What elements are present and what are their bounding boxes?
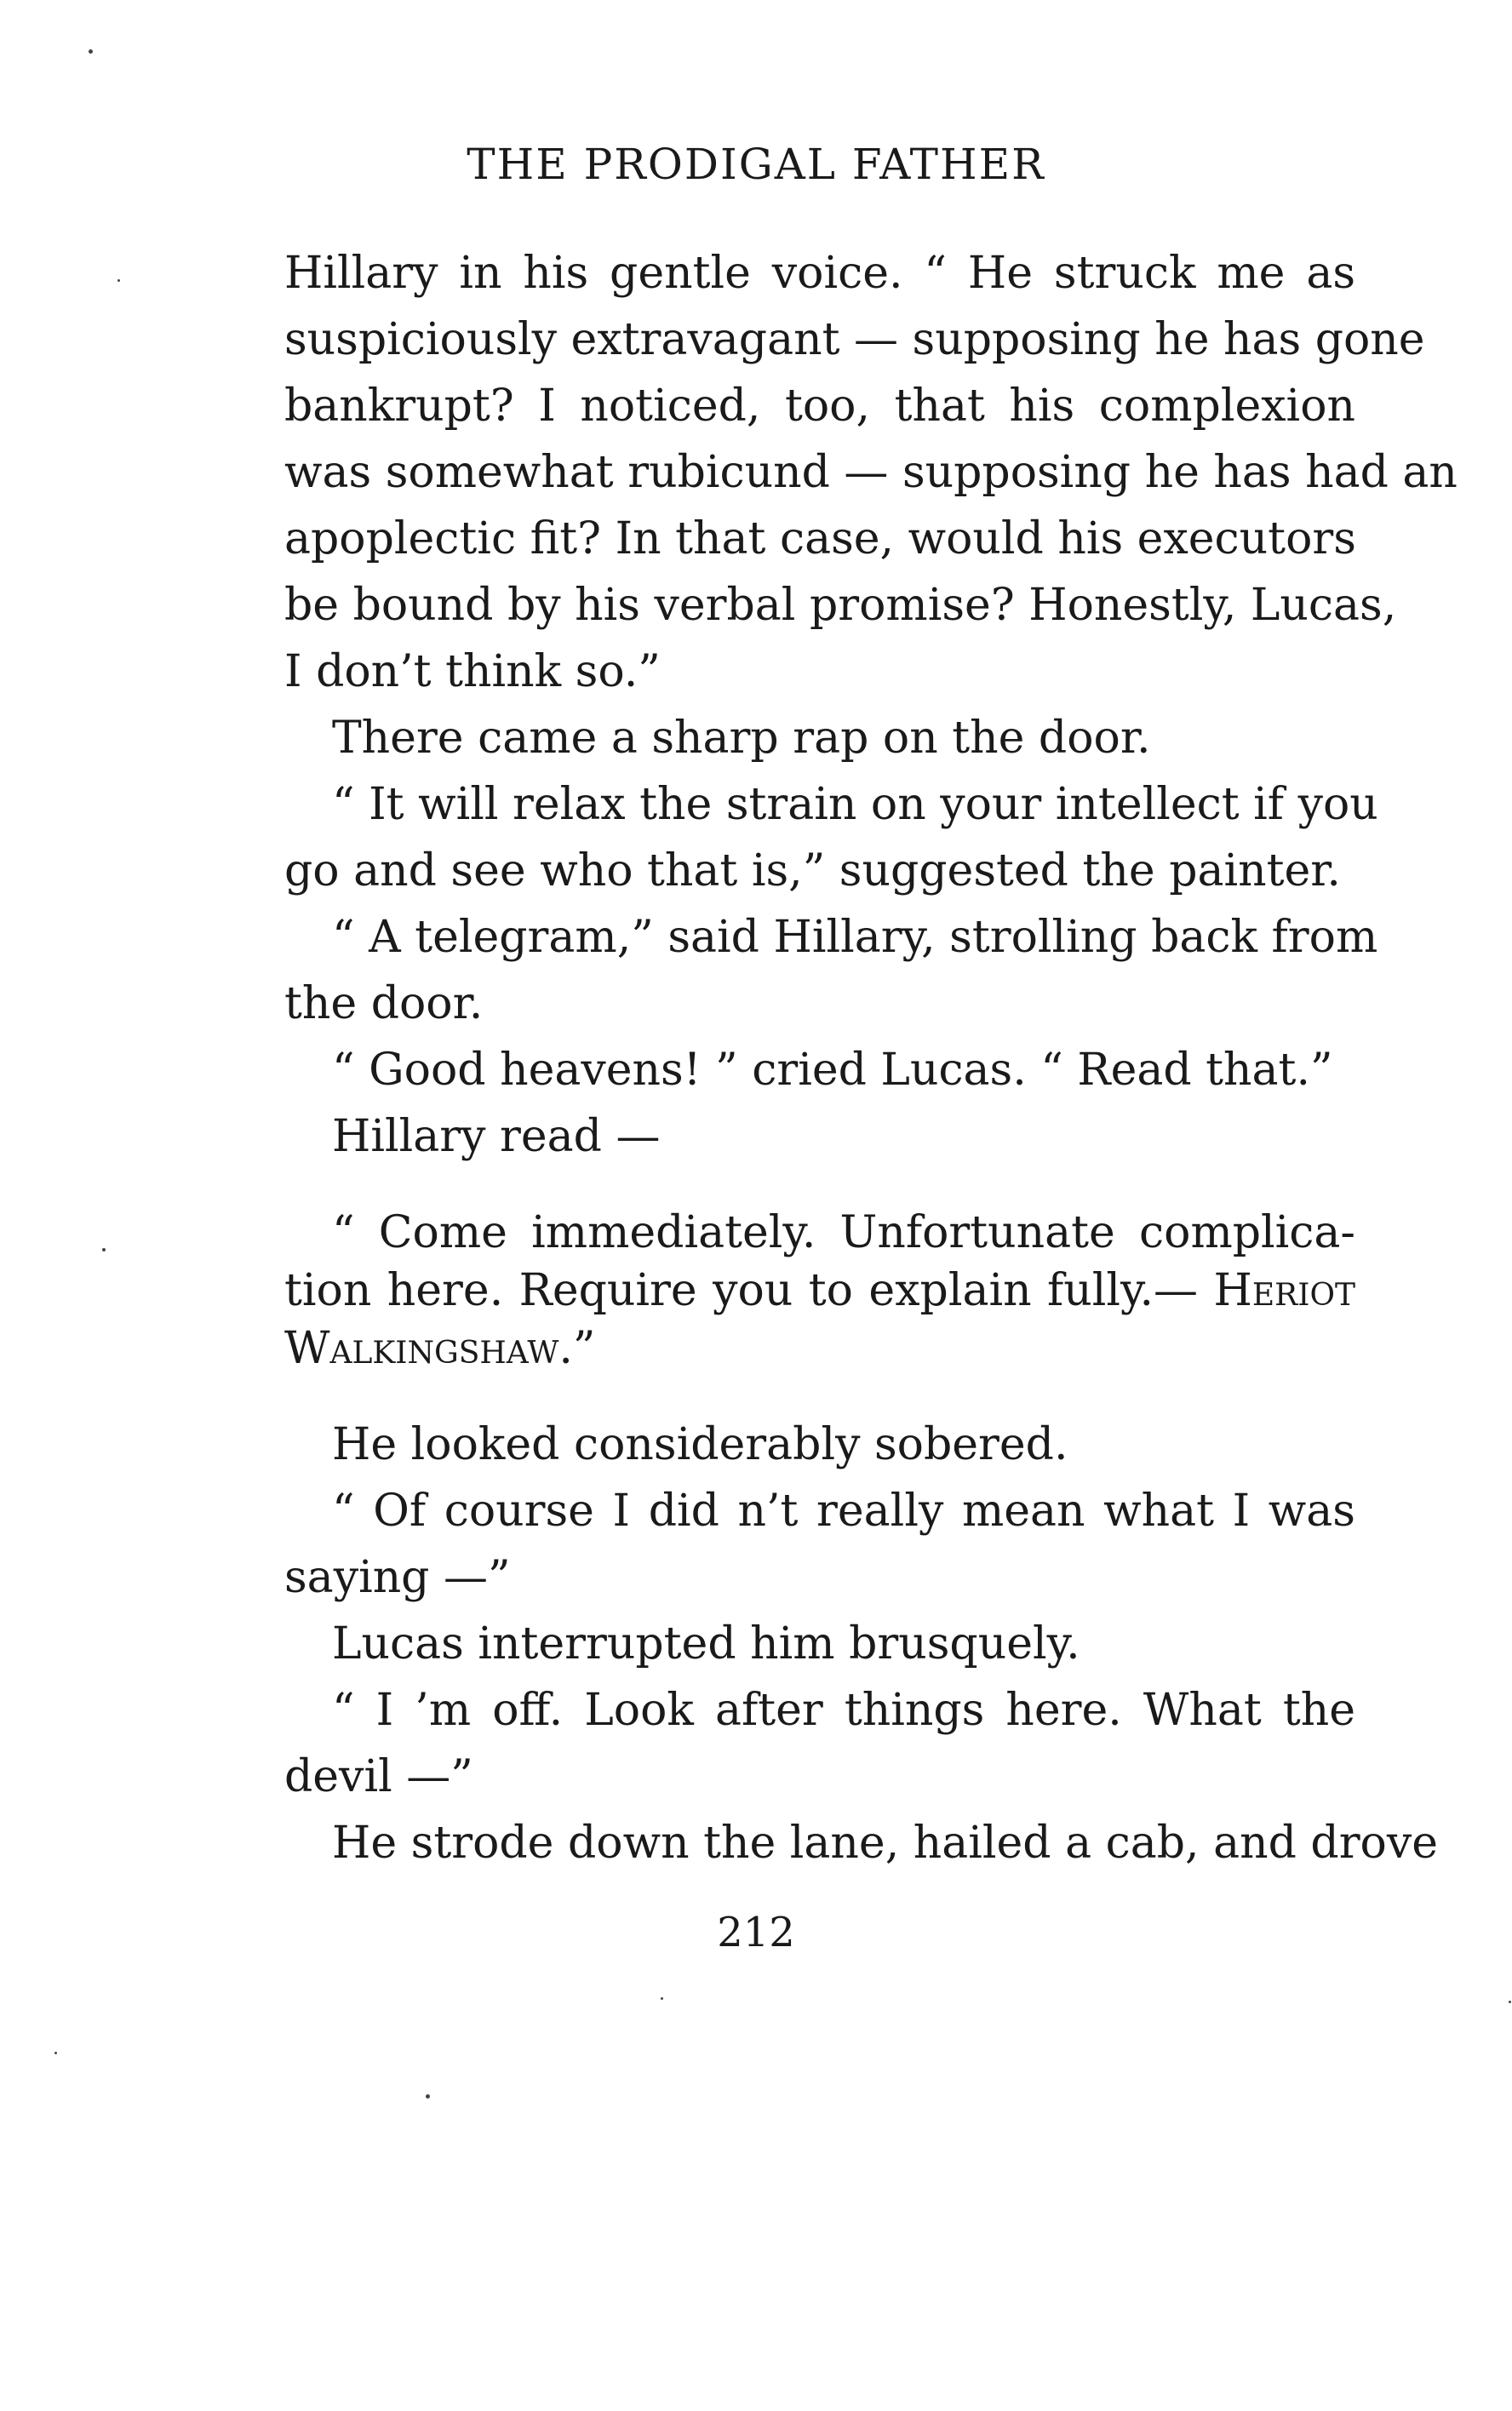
signature-name-first: Heriot [1213,1265,1355,1316]
text-line: be bound by his verbal promise? Honestly, Lucas, [284,580,1397,631]
text-line: apoplectic fit? In that case, would his executors [284,513,1356,564]
text-line: bankrupt? I noticed, too, that his complexion [284,381,1355,432]
paper-speck [89,49,93,54]
text-line: Hillary read — [332,1111,661,1162]
telegram-line [284,1262,1355,1320]
text-line: Hillary in his gentle voice. “ He struck me as [284,248,1355,299]
page-number: 212 [717,1909,795,1956]
paper-speck [661,1997,663,2000]
paper-speck [54,2052,57,2054]
text-line: devil —” [284,1751,473,1802]
text-line: “ I ’m off. Look after things here. What the [332,1685,1355,1736]
text-line: He strode down the lane, hailed a cab, and drove [332,1818,1439,1869]
spacer [284,1170,1355,1204]
body-text [284,240,1458,1876]
telegram-close-quote: .” [558,1323,596,1374]
telegram-line: “ Come immediately. Unfortunate complica- [332,1207,1355,1258]
signature-name-last: Walkingshaw [284,1323,559,1374]
text-line: “ Good heavens! ” cried Lucas. “ Read that.” [332,1045,1333,1096]
text-line: “ It will relax the strain on your intellect if you [332,779,1378,830]
text-line: go and see who that is,” suggested the painter. [284,845,1341,896]
spacer [284,1377,1355,1412]
text-line: He looked considerably sobered. [332,1419,1068,1470]
telegram-text: tion here. Require you to explain fully.— [284,1265,1214,1316]
telegram-line [284,1320,1355,1377]
text-line: was somewhat rubicund — supposing he has had an [284,447,1458,498]
text-line: I don’t think so.” [284,646,661,697]
text-line: “ Of course I did n’t really mean what I was [332,1486,1355,1537]
paper-speck [426,2094,430,2099]
text-line: suspiciously extravagant — supposing he has gone [284,314,1425,365]
text-line: Lucas interrupted him brusquely. [332,1618,1080,1669]
paper-speck [1509,2001,1511,2003]
text-line: “ A telegram,” said Hillary, strolling back from [332,912,1378,963]
text-line: There came a sharp rap on the door. [332,713,1151,764]
text-line: the door. [284,978,484,1029]
text-line: saying —” [284,1552,511,1603]
paper-speck [102,1248,106,1251]
paper-speck [117,279,120,282]
running-head: THE PRODIGAL FATHER [467,140,1045,189]
telegram-quote [284,1204,1355,1377]
